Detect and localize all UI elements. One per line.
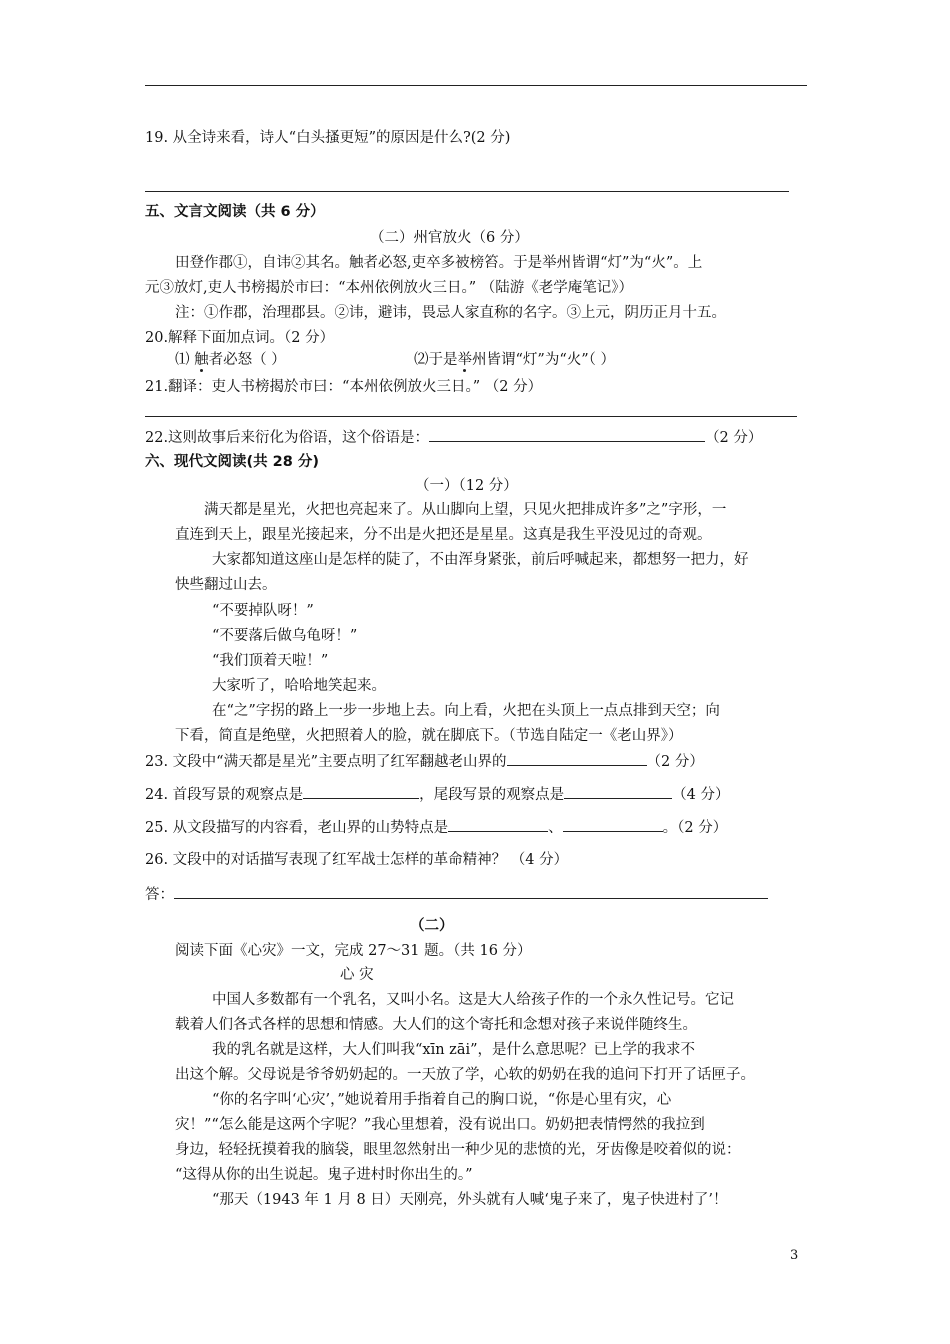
classical-line: 田登作郡①，自讳②其名。触者必怒,吏卒多被榜笞。于是举州皆谓“灯”为“火”。上 <box>175 255 703 271</box>
passage-line: 下看，简直是绝壁，火把照着人的脸，就在脚底下。（节选自陆定一《老山界》） <box>175 728 683 744</box>
answer-line-21[interactable] <box>145 416 797 417</box>
q20a-blank[interactable]: 者必怒（ ） <box>208 352 286 368</box>
q22-score: （2 分） <box>705 430 763 446</box>
page-number: 3 <box>790 1248 799 1263</box>
modern1-title: （一）（12 分） <box>415 478 518 494</box>
question-20-a <box>175 350 286 370</box>
classical-title: （二）州官放火（6 分） <box>370 230 529 246</box>
dialogue-line: “不要掉队呀！” <box>212 603 314 619</box>
q20b-blank[interactable]: 州皆谓“灯”为“火”（ ） <box>472 352 616 368</box>
essay-line: 出这个解。父母说是爷爷奶奶起的。一天放了学，心软的奶奶在我的追问下打开了话匣子。 <box>175 1067 755 1083</box>
q24-stem: 24. 首段写景的观察点是 <box>145 787 304 803</box>
section-6-heading: 六、现代文阅读(共 28 分) <box>145 454 320 470</box>
dialogue-line: “我们顶着天啦！” <box>212 653 329 669</box>
essay-line: 身边，轻轻抚摸着我的脑袋，眼里忽然射出一种少见的悲愤的光，牙齿像是咬着似的说： <box>175 1142 741 1158</box>
modern2-intro: 阅读下面《心灾》一文，完成 27～31 题。（共 16 分） <box>175 943 532 959</box>
answer-blank-22[interactable] <box>429 427 705 442</box>
answer-blank-25a[interactable] <box>448 817 548 832</box>
answer-label: 答： <box>145 887 174 903</box>
passage-line: 快些翻过山去。 <box>175 577 277 593</box>
q22-stem: 22.这则故事后来衍化为俗语，这个俗语是： <box>145 430 430 446</box>
essay-line: “这得从你的出生说起。鬼子进村时你出生的。” <box>175 1167 473 1183</box>
passage-line: 直连到天上，跟星光接起来，分不出是火把还是星星。这真是我生平没见过的奇观。 <box>175 527 712 543</box>
q24-score: （4 分） <box>672 787 730 803</box>
top-divider <box>145 85 807 86</box>
answer-blank-25b[interactable] <box>563 817 663 832</box>
essay-line: 载着人们各式各样的思想和情感。大人们的这个寄托和念想对孩子来说伴随终生。 <box>175 1017 697 1033</box>
q25-score: 。（2 分） <box>662 820 728 836</box>
essay-line: “你的名字叫‘心灾’，”她说着用手指着自己的胸口说，“你是心里有灾，心 <box>212 1092 672 1108</box>
dotted-word: 触 <box>194 352 209 368</box>
essay-line: “那天（1943 年 1 月 8 日）天刚亮，外头就有人喊‘鬼子来了，鬼子快进村了’！ <box>212 1192 728 1208</box>
answer-26 <box>145 884 768 904</box>
classical-note: 注：①作郡，治理郡县。②讳，避讳，畏忌人家直称的名字。③上元，阴历正月十五。 <box>175 305 726 321</box>
essay-line: 中国人多数都有一个乳名，又叫小名。这是大人给孩子作的一个永久性记号。它记 <box>212 992 734 1008</box>
question-22 <box>145 427 762 447</box>
q24-mid: ，尾段写景的观察点是 <box>419 787 565 803</box>
question-20: 20.解释下面加点词。（2 分） <box>145 330 335 346</box>
dotted-word: 举 <box>457 352 472 368</box>
classical-line: 元③放灯,吏人书榜揭於市曰：“本州依例放火三日。” （陆游《老学庵笔记》） <box>145 280 634 296</box>
question-21: 21.翻译：吏人书榜揭於市曰：“本州依例放火三日。” （2 分） <box>145 379 543 395</box>
passage-line: 大家听了，哈哈地笑起来。 <box>212 678 386 694</box>
dialogue-line: “不要落后做乌龟呀！” <box>212 628 358 644</box>
essay-line: 我的乳名就是这样，大人们叫我“xīn zāi”，是什么意思呢？已上学的我求不 <box>212 1042 696 1058</box>
passage-line: 在“之”字拐的路上一步一步地上去。向上看，火把在头顶上一点点排到天空；向 <box>212 703 720 719</box>
answer-line-19[interactable] <box>145 191 789 192</box>
section-5-heading: 五、文言文阅读（共 6 分） <box>145 204 325 220</box>
essay-title: 心 灾 <box>340 967 374 983</box>
q20a-prefix: ⑴ <box>175 352 195 368</box>
question-23 <box>145 751 704 771</box>
q23-score: （2 分） <box>646 754 704 770</box>
question-25 <box>145 817 727 837</box>
question-20-b <box>414 350 615 370</box>
question-26: 26. 文段中的对话描写表现了红军战士怎样的革命精神？ （4 分） <box>145 852 569 868</box>
question-19: 19. 从全诗来看，诗人“白头搔更短”的原因是什么?(2 分) <box>145 130 511 146</box>
question-24 <box>145 784 730 804</box>
answer-blank-26[interactable] <box>174 884 768 899</box>
passage-line: 满天都是星光，火把也亮起来了。从山脚向上望，只见火把排成许多”之”字形，一 <box>204 502 727 518</box>
passage-line: 大家都知道这座山是怎样的陡了，不由浑身紧张，前后呼喊起来，都想努一把力，好 <box>212 552 749 568</box>
answer-blank-24b[interactable] <box>564 784 672 799</box>
answer-blank-24a[interactable] <box>303 784 419 799</box>
modern2-title: （二） <box>410 918 454 934</box>
q23-stem: 23. 文段中“满天都是星光”主要点明了红军翻越老山界的 <box>145 754 507 770</box>
answer-blank-23[interactable] <box>507 751 647 766</box>
q25-mid: 、 <box>548 820 563 836</box>
q20b-prefix: ⑵于是 <box>414 352 458 368</box>
q25-stem: 25. 从文段描写的内容看，老山界的山势特点是 <box>145 820 449 836</box>
essay-line: 灾！”“怎么能是这两个字呢？”我心里想着，没有说出口。奶奶把表情愕然的我拉到 <box>175 1117 705 1133</box>
